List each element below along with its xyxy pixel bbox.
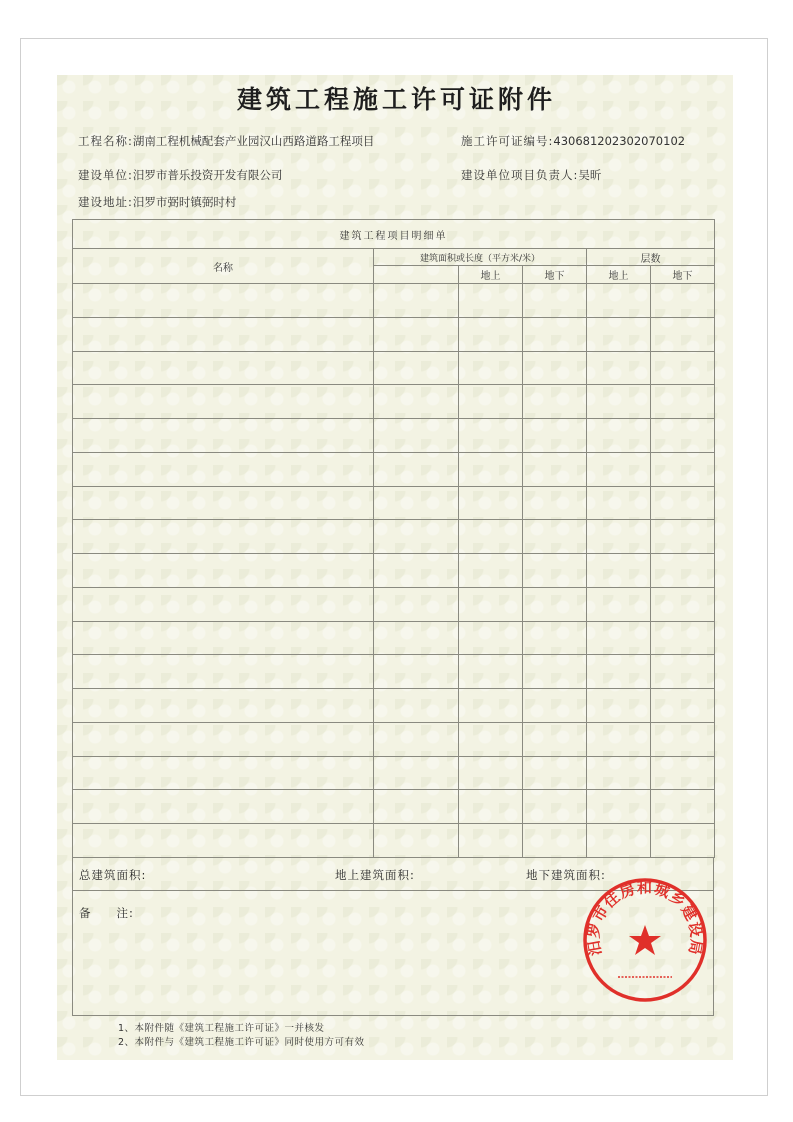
table-cell: [587, 317, 651, 351]
table-cell: [73, 284, 374, 318]
column-header-floors: 层数: [587, 249, 715, 266]
table-cell: [73, 824, 374, 858]
column-header-floors-above: 地上: [587, 266, 651, 284]
table-cell: [374, 486, 459, 520]
table-cell: [523, 655, 587, 689]
table-cell: [651, 621, 715, 655]
footnote-2: 2、本附件与《建筑工程施工许可证》同时使用方可有效: [118, 1037, 365, 1048]
table-cell: [587, 520, 651, 554]
table-cell: [374, 520, 459, 554]
below-area-label: 地下建筑面积:: [526, 868, 606, 882]
table-cell: [651, 284, 715, 318]
project-detail-table: [72, 219, 715, 858]
project-leader-value: 吴昕: [578, 168, 602, 182]
table-cell: [523, 317, 587, 351]
table-row: [73, 722, 715, 756]
table-row: [73, 351, 715, 385]
table-cell: [523, 722, 587, 756]
table-cell: [374, 655, 459, 689]
table-cell: [73, 419, 374, 453]
table-cell: [651, 351, 715, 385]
table-cell: [459, 284, 523, 318]
table-cell: [73, 554, 374, 588]
table-cell: [459, 419, 523, 453]
table-cell: [587, 824, 651, 858]
table-cell: [73, 689, 374, 723]
permit-number-label: 施工许可证编号:: [461, 134, 554, 148]
table-cell: [587, 385, 651, 419]
table-cell: [523, 824, 587, 858]
table-cell: [523, 554, 587, 588]
table-row: [73, 554, 715, 588]
table-cell: [587, 486, 651, 520]
table-cell: [587, 689, 651, 723]
table-cell: [73, 587, 374, 621]
table-cell: [374, 317, 459, 351]
table-cell: [73, 790, 374, 824]
table-cell: [587, 452, 651, 486]
table-cell: [587, 419, 651, 453]
table-cell: [523, 689, 587, 723]
project-leader-row: [461, 167, 601, 183]
table-cell: [523, 486, 587, 520]
table-cell: [73, 486, 374, 520]
column-header-area-above: 地上: [459, 266, 523, 284]
project-name-value: 湖南工程机械配套产业园汉山西路道路工程项目: [132, 134, 375, 148]
table-cell: [651, 520, 715, 554]
table-cell: [459, 385, 523, 419]
table-cell: [651, 419, 715, 453]
table-cell: [651, 689, 715, 723]
table-cell: [651, 655, 715, 689]
table-cell: [374, 284, 459, 318]
table-cell: [459, 351, 523, 385]
project-name-row: [78, 133, 374, 149]
table-cell: [651, 486, 715, 520]
table-cell: [374, 824, 459, 858]
table-cell: [73, 722, 374, 756]
table-row: [73, 689, 715, 723]
table-cell: [651, 385, 715, 419]
table-cell: [651, 554, 715, 588]
table-row: [73, 655, 715, 689]
table-cell: [374, 790, 459, 824]
table-row: [73, 587, 715, 621]
table-cell: [459, 452, 523, 486]
table-cell: [651, 790, 715, 824]
footnote-1: 1、本附件随《建筑工程施工许可证》一并核发: [118, 1023, 325, 1034]
permit-number-row: [461, 133, 685, 149]
table-cell: [523, 385, 587, 419]
table-row: [73, 824, 715, 858]
table-cell: [459, 824, 523, 858]
builder-address-row: [78, 194, 236, 210]
table-cell: [587, 722, 651, 756]
table-cell: [651, 756, 715, 790]
table-row: [73, 756, 715, 790]
table-cell: [459, 655, 523, 689]
table-cell: [459, 790, 523, 824]
table-cell: [459, 520, 523, 554]
builder-unit-value: 汨罗市普乐投资开发有限公司: [132, 168, 283, 182]
area-spacer: [374, 266, 459, 284]
table-cell: [374, 587, 459, 621]
builder-unit-label: 建设单位:: [78, 168, 133, 182]
table-cell: [523, 621, 587, 655]
table-cell: [459, 317, 523, 351]
table-cell: [651, 824, 715, 858]
project-leader-label: 建设单位项目负责人:: [461, 168, 579, 182]
table-cell: [587, 351, 651, 385]
builder-address-value: 汨罗市弼时镇弼时村: [132, 195, 237, 209]
total-area-label: 总建筑面积:: [79, 868, 147, 882]
table-cell: [374, 385, 459, 419]
remarks-label: 备 注:: [79, 906, 134, 920]
table-cell: [651, 452, 715, 486]
table-cell: [374, 689, 459, 723]
table-row: [73, 520, 715, 554]
table-cell: [459, 554, 523, 588]
table-cell: [374, 554, 459, 588]
builder-unit-row: [78, 167, 282, 183]
table-cell: [459, 722, 523, 756]
table-cell: [459, 756, 523, 790]
table-cell: [523, 587, 587, 621]
table-row: [73, 419, 715, 453]
table-cell: [587, 790, 651, 824]
table-cell: [523, 756, 587, 790]
table-cell: [459, 621, 523, 655]
table-cell: [587, 284, 651, 318]
table-cell: [73, 621, 374, 655]
seal-star-icon: [629, 925, 661, 955]
table-cell: [459, 486, 523, 520]
table-cell: [587, 621, 651, 655]
permit-number-value: 430681202302070102: [553, 134, 686, 148]
table-caption: 建筑工程项目明细单: [73, 220, 715, 249]
table-cell: [73, 452, 374, 486]
table-cell: [523, 452, 587, 486]
table-cell: [73, 756, 374, 790]
table-row: [73, 317, 715, 351]
table-cell: [73, 655, 374, 689]
table-row: [73, 486, 715, 520]
table-cell: [459, 689, 523, 723]
table-row: [73, 284, 715, 318]
table-cell: [73, 317, 374, 351]
table-row: [73, 790, 715, 824]
table-cell: [651, 317, 715, 351]
table-cell: [73, 351, 374, 385]
table-cell: [523, 419, 587, 453]
table-row: [73, 452, 715, 486]
document-title: 建筑工程施工许可证附件: [236, 85, 556, 114]
table-row: [73, 621, 715, 655]
table-cell: [374, 452, 459, 486]
table-cell: [523, 520, 587, 554]
above-area-label: 地上建筑面积:: [335, 868, 415, 882]
column-header-floors-below: 地下: [651, 266, 715, 284]
footnotes: [118, 1022, 365, 1050]
table-cell: [73, 520, 374, 554]
table-cell: [651, 587, 715, 621]
table-cell: [587, 756, 651, 790]
official-seal-stamp: [582, 877, 708, 1003]
table-cell: [374, 419, 459, 453]
table-cell: [73, 385, 374, 419]
table-cell: [523, 790, 587, 824]
table-cell: [587, 587, 651, 621]
seal-text: 汨罗市住房和城乡建设局: [584, 878, 706, 958]
table-cell: [374, 351, 459, 385]
table-cell: [374, 621, 459, 655]
builder-address-label: 建设地址:: [78, 195, 133, 209]
table-cell: [651, 722, 715, 756]
table-cell: [523, 284, 587, 318]
column-header-area-below: 地下: [523, 266, 587, 284]
column-header-area: 建筑面积或长度（平方米/米）: [374, 249, 587, 266]
table-cell: [523, 351, 587, 385]
table-cell: [374, 756, 459, 790]
project-name-label: 工程名称:: [78, 134, 133, 148]
table-cell: [587, 655, 651, 689]
column-header-name: 名称: [73, 249, 374, 284]
table-cell: [459, 587, 523, 621]
table-row: [73, 385, 715, 419]
table-cell: [587, 554, 651, 588]
table-cell: [374, 722, 459, 756]
